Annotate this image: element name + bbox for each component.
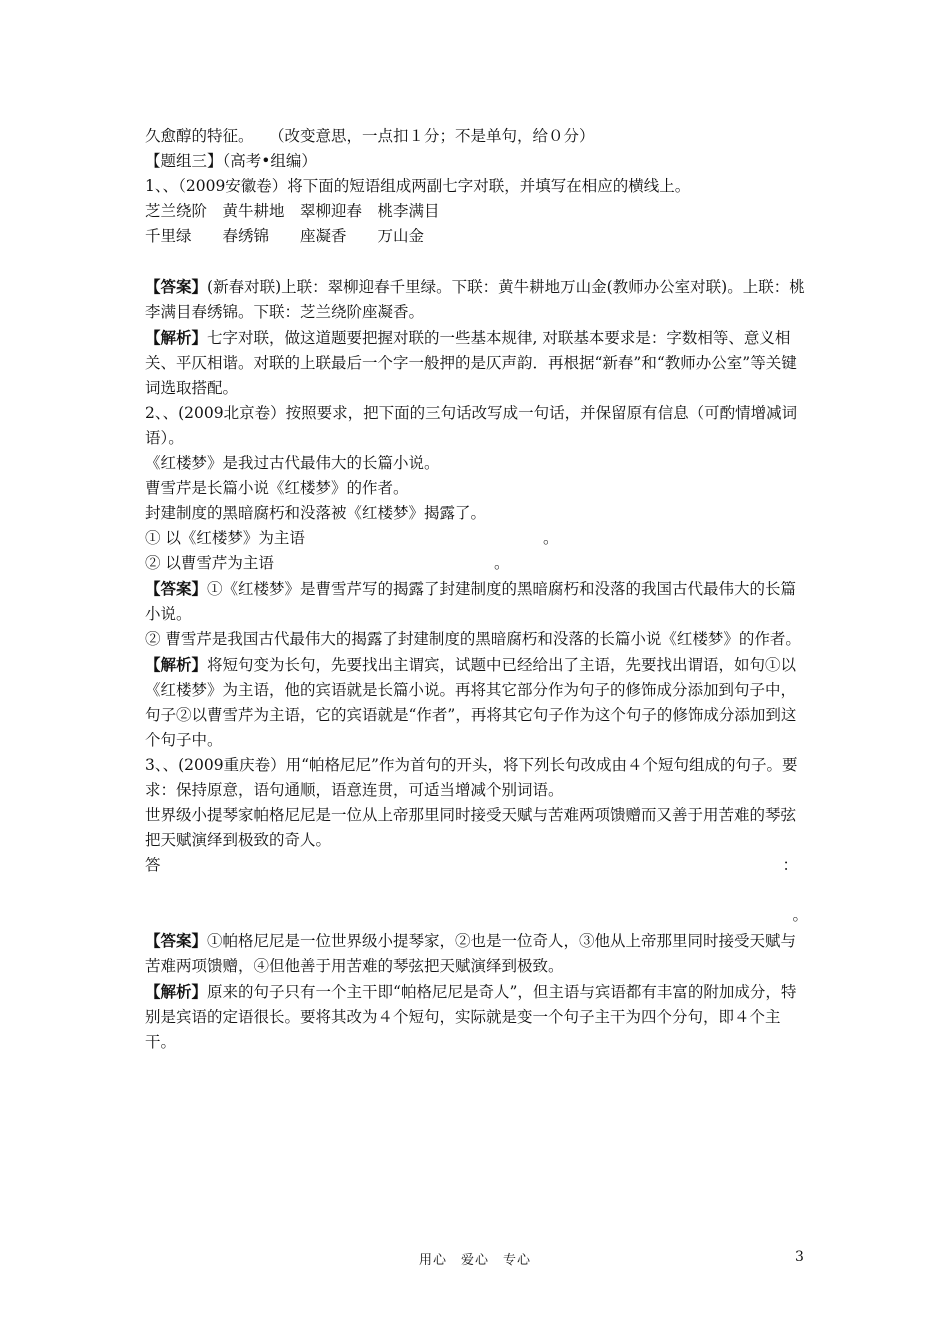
question-1: 1、、（2009安徽卷）将下面的短语组成两副七字对联，并填写在相应的横线上。 [145, 177, 691, 195]
line-carryover: 久愈醇的特征。 （改变意思，一点扣１分；不是单句，给０分） [145, 127, 595, 145]
period-2: 。 [493, 554, 510, 572]
question-2: 2、、(2009北京卷）按照要求，把下面的三句话改写成一句话，并保留原有信息（可酌情增减词语）。 [145, 404, 798, 447]
analysis-3 [145, 979, 808, 1055]
question-2-requirement-2 [145, 551, 808, 576]
analysis-tag: 【解析】 [145, 328, 208, 347]
answer-tag: 【答案】 [145, 579, 208, 598]
phrase-row-2: 千里绿 春绣锦 座凝香 万山金 [145, 227, 425, 245]
spacer [145, 878, 808, 903]
analysis-1 [145, 325, 808, 401]
phrase-row-1: 芝兰绕阶 黄牛耕地 翠柳迎春 桃李满目 [145, 202, 440, 220]
period-1: 。 [542, 529, 559, 547]
answer-tag: 【答案】 [145, 277, 208, 296]
page-number: 3 [795, 1249, 804, 1265]
answer-2-line-2: ② 曹雪芹是我国古代最伟大的揭露了封建制度的黑暗腐朽和没落的长篇小说《红楼梦》的作者。 [145, 630, 801, 648]
footer-motto: 用心 爱心 专心 [418, 1253, 531, 1268]
answer-tag: 【答案】 [145, 931, 208, 950]
answer-colon: ： [782, 856, 798, 874]
group-heading: 【题组三】（高考•组编） [145, 152, 317, 170]
question-2-requirement-1 [145, 526, 808, 551]
answer-period: 。 [792, 906, 808, 924]
answer-2-text-1: ①《红楼梦》是曹雪芹写的揭露了封建制度的黑暗腐朽和没落的我国古代最伟大的长篇小说。 [145, 580, 797, 623]
answer-3-text: ①帕格尼尼是一位世界级小提琴家，②也是一位奇人，③他从上帝那里同时接受天赋与苦难两项馈赠，④但他善于用苦难的琴弦把天赋演绎到极致。 [145, 932, 797, 975]
question-2-sentence-3: 封建制度的黑暗腐朽和没落被《红楼梦》揭露了。 [145, 504, 487, 522]
analysis-tag: 【解析】 [145, 655, 208, 674]
analysis-tag: 【解析】 [145, 982, 208, 1001]
question-2-sentence-1: 《红楼梦》是我过古代最伟大的长篇小说。 [145, 454, 440, 472]
analysis-2-text: 将短句变为长句，先要找出主谓宾，试题中已经给出了主语，先要找出谓语，如句①以《红楼梦》为主语，他的宾语就是长篇小说。再将其它部分作为句子的修饰成分添加到句子中，句子②以曹雪芹为主语，它的宾语就是“作者”，再将其它句子作为这个句子的修饰成分添加到这个句子中。 [145, 656, 797, 749]
answer-1 [145, 274, 808, 325]
answer-2 [145, 576, 808, 627]
question-3: 3、、(2009重庆卷）用“帕格尼尼”作为首句的开头，将下列长句改成由４个短句组成的句子。要求：保持原意，语句通顺，语意连贯，可适当增减个别词语。 [145, 756, 798, 799]
answer-1-text: (新春对联)上联：翠柳迎春千里绿。下联：黄牛耕地万山金(教师办公室对联)。上联：桃李满目春绣锦。下联：芝兰绕阶座凝香。 [145, 278, 805, 321]
requirement-2-text: ② 以曹雪芹为主语 [145, 554, 274, 572]
requirement-1-text: ① 以《红楼梦》为主语 [145, 529, 305, 547]
answer-3 [145, 928, 808, 979]
analysis-2 [145, 652, 808, 753]
answer-label: 答 [145, 856, 161, 874]
analysis-1-text: 七字对联，做这道题要把握对联的一些基本规律, 对联基本要求是：字数相等、意义相关、平仄相谐。对联的上联最后一个字一般押的是仄声韵．再根据“新春”和“教师办公室”等关键词选取搭配。 [145, 329, 797, 397]
spacer [145, 249, 808, 274]
question-2-sentence-2: 曹雪芹是长篇小说《红楼梦》的作者。 [145, 479, 409, 497]
page-content [145, 124, 808, 1055]
question-3-long-sentence: 世界级小提琴家帕格尼尼是一位从上帝那里同时接受天赋与苦难两项馈赠而又善于用苦难的琴弦把天赋演绎到极致的奇人。 [145, 806, 797, 849]
analysis-3-text: 原来的句子只有一个主干即“帕格尼尼是奇人”，但主语与宾语都有丰富的附加成分，特别是宾语的定语很长。要将其改为４个短句，实际就是变一个句子主干为四个分句，即４个主干。 [145, 983, 797, 1051]
